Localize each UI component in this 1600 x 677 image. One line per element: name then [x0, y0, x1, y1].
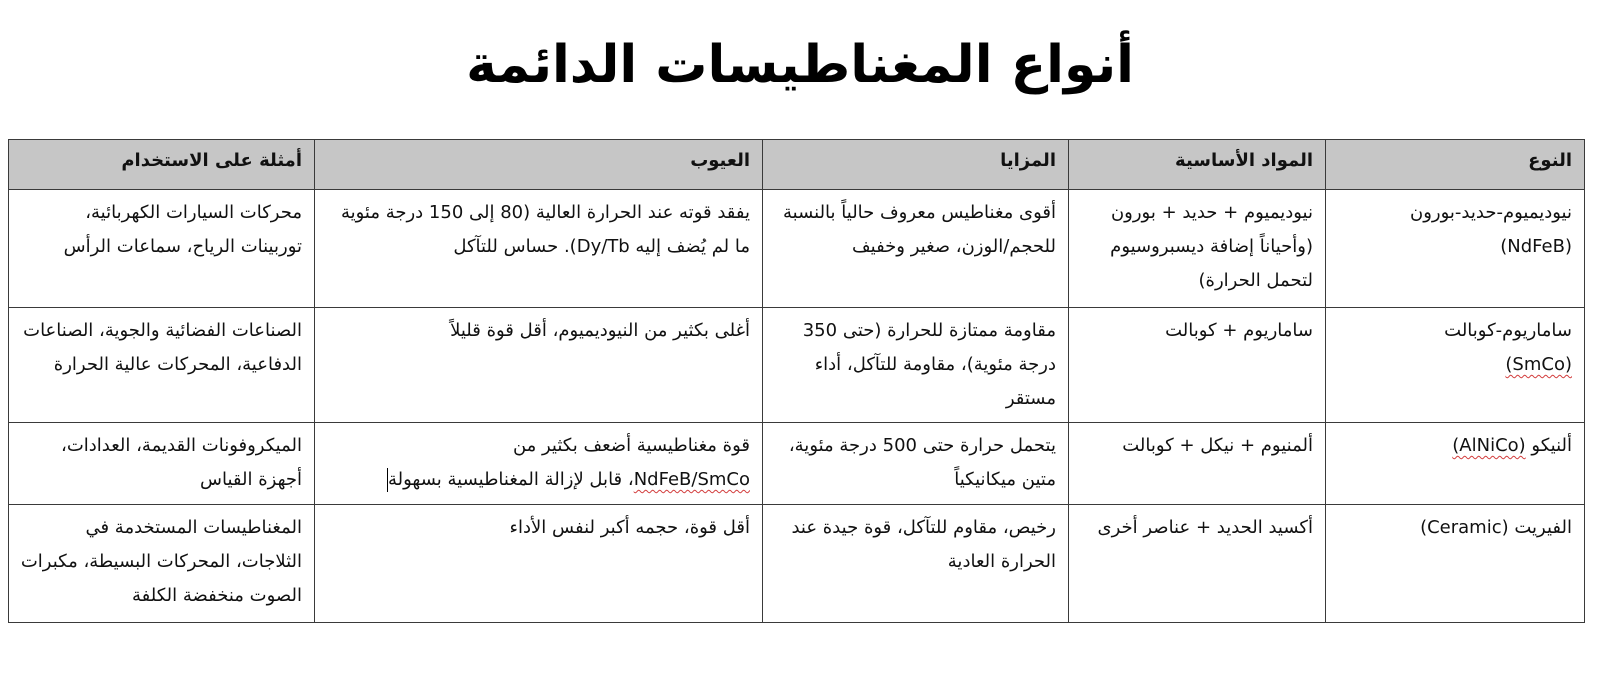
- cell-materials[interactable]: ساماريوم + كوبالت: [1069, 308, 1326, 423]
- cell-examples[interactable]: المغناطيسات المستخدمة في الثلاجات، المحركات البسيطة، مكبرات الصوت منخفضة الكلفة: [9, 505, 315, 623]
- header-materials: المواد الأساسية: [1069, 140, 1326, 190]
- header-advantages: المزايا: [763, 140, 1069, 190]
- cell-materials[interactable]: نيوديميوم + حديد + بورون (وأحياناً إضافة ديسبروسيوم لتحمل الحرارة): [1069, 190, 1326, 308]
- header-disadvantages: العيوب: [315, 140, 763, 190]
- cell-type[interactable]: الفيريت (Ceramic): [1326, 505, 1585, 623]
- type-code: (SmCo): [1505, 354, 1572, 375]
- cell-materials[interactable]: ألمنيوم + نيكل + كوبالت: [1069, 423, 1326, 505]
- magnet-types-table: [8, 139, 1585, 623]
- document-title: أنواع المغناطيسات الدائمة: [466, 35, 1134, 95]
- cell-advantages[interactable]: مقاومة ممتازة للحرارة (حتى 350 درجة مئوية)، مقاومة للتآكل، أداء مستقر: [763, 308, 1069, 423]
- disadvantages-line: ، قابل لإزالة المغناطيسية بسهولة: [387, 469, 634, 490]
- header-type: النوع: [1326, 140, 1585, 190]
- header-examples: أمثلة على الاستخدام: [9, 140, 315, 190]
- cell-disadvantages[interactable]: [315, 423, 763, 505]
- disadvantages-code: NdFeB/SmCo: [633, 469, 750, 490]
- cell-materials[interactable]: أكسيد الحديد + عناصر أخرى: [1069, 505, 1326, 623]
- table-row: [9, 505, 1585, 623]
- type-name: ساماريوم-كوبالت: [1444, 320, 1572, 341]
- cell-type[interactable]: نيوديميوم-حديد-بورون (NdFeB): [1326, 190, 1585, 308]
- disadvantages-line: قوة مغناطيسية أضعف بكثير من: [512, 435, 750, 456]
- cell-advantages[interactable]: رخيص، مقاوم للتآكل، قوة جيدة عند الحرارة العادية: [763, 505, 1069, 623]
- type-code: (AlNiCo): [1452, 435, 1526, 456]
- cell-advantages[interactable]: يتحمل حرارة حتى 500 درجة مئوية، متين ميكانيكياً: [763, 423, 1069, 505]
- table-row: [9, 423, 1585, 505]
- cell-examples[interactable]: الصناعات الفضائية والجوية، الصناعات الدفاعية، المحركات عالية الحرارة: [9, 308, 315, 423]
- table-row: [9, 308, 1585, 423]
- cell-advantages[interactable]: أقوى مغناطيس معروف حالياً بالنسبة للحجم/الوزن، صغير وخفيف: [763, 190, 1069, 308]
- cell-examples[interactable]: محركات السيارات الكهربائية، توربينات الرياح، سماعات الرأس: [9, 190, 315, 308]
- cell-examples[interactable]: الميكروفونات القديمة، العدادات، أجهزة القياس: [9, 423, 315, 505]
- table-header-row: [9, 140, 1585, 190]
- cell-disadvantages[interactable]: يفقد قوته عند الحرارة العالية (80 إلى 150 درجة مئوية ما لم يُضف إليه Dy/Tb). حساس للتآكل: [315, 190, 763, 308]
- table-row: [9, 190, 1585, 308]
- type-name: ألنيكو: [1531, 435, 1572, 456]
- cell-disadvantages[interactable]: أقل قوة، حجمه أكبر لنفس الأداء: [315, 505, 763, 623]
- cell-type[interactable]: [1326, 308, 1585, 423]
- cell-type[interactable]: [1326, 423, 1585, 505]
- cell-disadvantages[interactable]: أغلى بكثير من النيوديميوم، أقل قوة قليلاً: [315, 308, 763, 423]
